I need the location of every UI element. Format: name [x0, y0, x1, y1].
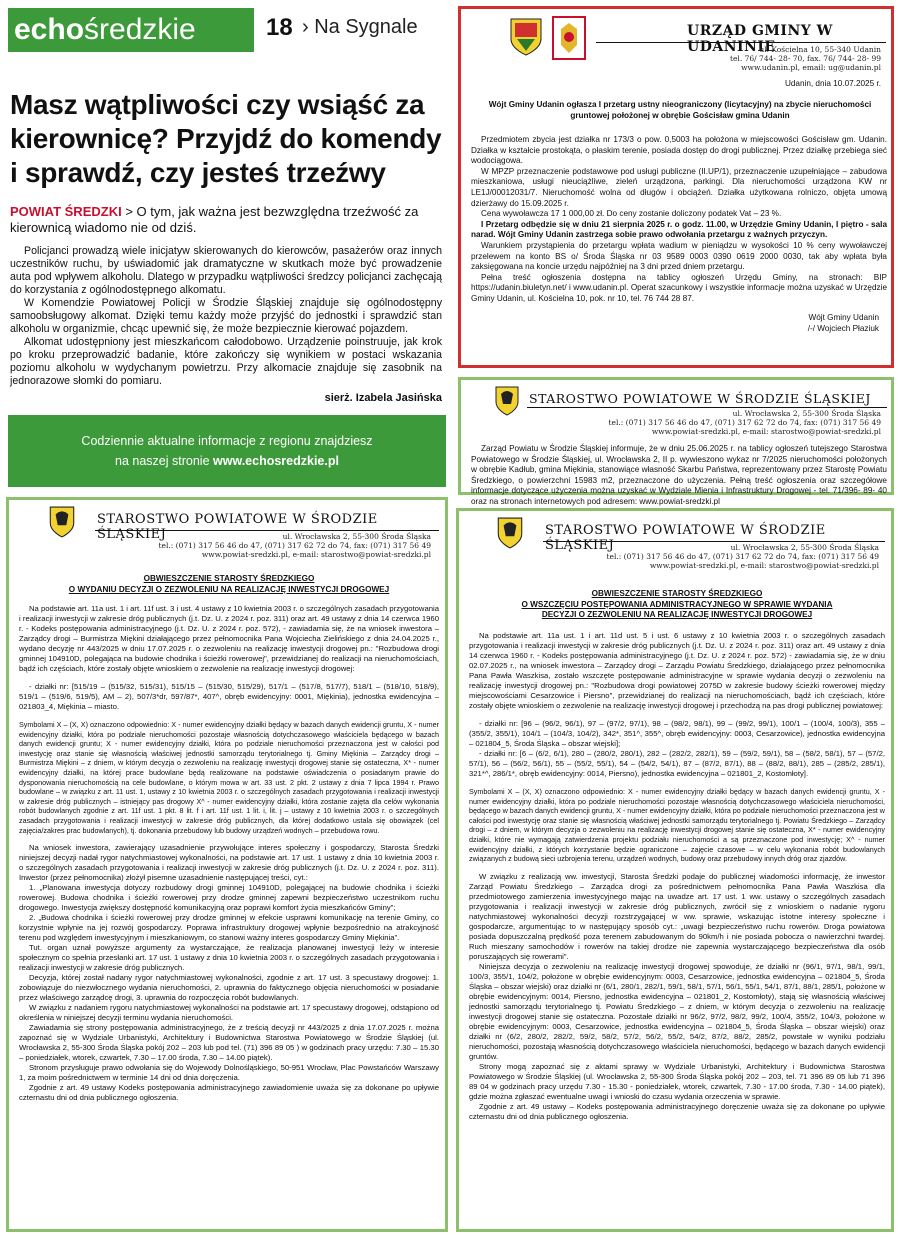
starostwo-address [549, 543, 879, 570]
udanin-crest-icon [509, 17, 543, 57]
address-line: tel.: (071) 317 56 46 do 47, (071) 317 62 72 do 74, fax: (071) 317 56 49 [608, 418, 881, 427]
starostwo-office-name: STAROSTWO POWIATOWE W ŚRODZIE ŚLĄSKIEJ [545, 523, 826, 553]
lead-text: > O tym, jak ważna jest bezwzględna trzeźwość za kierownicą wiadomo nie od dziś. [10, 204, 419, 235]
article-headline: Masz wątpliwości czy wsiąść za kierownicę? Przyjdź do komendy i sprawdź, czy jesteś trzeźwy [10, 89, 442, 188]
section-name: › Na Sygnale [302, 16, 418, 38]
udanin-title: Wójt Gminy Udanin ogłasza I przetarg ustny nieograniczony (licytacyjny) na zbycie nieruchomości gruntowej położonej w obrębie Gościsław gmina Udanin [488, 100, 872, 120]
address-line: ul. Wrocławska 2, 55-300 Środa Śląska [730, 543, 879, 552]
udanin-notice [458, 6, 894, 368]
udanin-emblem-icon [551, 15, 587, 61]
notice-paragraph: I Przetarg odbędzie się w dniu 21 sierpnia 2025 r. o godz. 11.00, w Urzędzie Gminy Udanin, I piętro - sala narad. Wójt Gminy Udanin zastrzega sobie prawo odwołania przetargu z ważnych przyczyn. [471, 219, 887, 240]
powiat-emblem-icon [49, 506, 75, 538]
article-author: sierż. Izabela Jasińska [324, 392, 442, 404]
notice-paragraph: Na podstawie art. 11a ust. 1 i art. 11f ust. 3 i ust. 4 ustawy z 10 kwietnia 2003 r. o szczególnych zasadach przygotowania i realizacji inwestycji w zakresie dróg publicznych (j.t. Dz. U. z 2024 r. poz. 311) oraz art. 49 ustawy z dnia 14 czerwca 1960 r. - Kodeks postępowania administracyjnego (j.t. Dz. U. z 2024 r. poz. 572), - zawiadamia się, że na wniosek inwestora – Zarządcy drogi – Burmistrza Miękini działającego przez pełnomocnika Pana Wojciecha Zielińskiego z dnia 24.04.2025 r., wydano decyzję nr 443/2025 w dniu 17.07.2025 r. o zezwoleniu na realizację inwestycji drogowej pn.: "Rozbudowa drogi gminnej 104910D, polegająca na budowie chodnika i ścieżki rowerowej", przewidzianej do realizacji na nieruchomościach, bądź ich częściach, które zostały objęte wnioskiem o zezwolenie na realizację inwestycji drogowej: [19, 604, 439, 673]
obwieszczenie-initiation [456, 508, 894, 1232]
notice-paragraph: - działki nr: [6 – (6/2, 6/1), 280 – (280/2, 280/1), 282 – (282/2, 282/1), 59 – (59/2, 59/1), 58 – (58/2, 58/1), 57 – (57/2, 57/1), 56 – (56/2, 56/1), 55 – (55/2, 55/1), 54 – (54/2, 54/1), 87 – (87/2, 87/1), 88 – (88/2, 88/1), 285 – (285/2, 285/1), 321*^, 286/1*, obręb ewidencyjny: 0014, Piersno), jednostka ewidencyjna – 021801_2, Kostomłoty]. [469, 749, 885, 778]
decision-title [19, 574, 439, 595]
initiation-title [469, 589, 885, 621]
office-underline [596, 42, 886, 43]
notice-paragraph: W związku z nadaniem rygoru natychmiastowej wykonalności na podstawie art. 17 specustawy drogowej, odstąpiono od określenia w niniejszej decyzji terminu wydania nieruchomości. [19, 1003, 439, 1023]
notice-paragraph: Warunkiem przystąpienia do przetargu wpłata wadium w pieniądzu w wysokości 10 % ceny wywoławczej przelewem na konto BS o/ Środa Śląska nr 03 9589 0003 0390 0619 2000 0030, tak aby wpłata była zaksięgowana na koncie urzędu najpóźniej na 3 dni przed dniem przetargu. [471, 240, 887, 272]
notice-paragraph: Zgodnie z art. 49 ustawy Kodeks postępowania administracyjnego zawiadomienie uważa się za dokonane po upływie czternastu dni od dnia publicznego ogłoszenia. [19, 1083, 439, 1103]
lead-tag: POWIAT ŚREDZKI [10, 204, 122, 219]
starostwo-notice-small [458, 377, 894, 506]
notice-paragraph: Strony mogą zapoznać się z aktami sprawy w Wydziale Urbanistyki, Architektury i Budownictwa Starostwa Powiatowego w Środzie Śląskiej (ul. Wrocławska 2, 55-300 Środa Śląska pokój 202 – 203, tel. 71 396 89 05 lub 71 396 89 04 w godzinach pracy urzędu 7.30 - 15.30 - poniedziałek, wtorek, czwartek, 7.30 - 17.00 środa, 7.30 - 14.00 piątek), gdzie można zgłaszać ewentualne uwagi i wnioski do czasu wydania orzeczenia w sprawie. [469, 1061, 885, 1101]
notice-paragraph: Cena wywoławcza 17 1 000,00 zł. Do ceny zostanie doliczony podatek Vat – 23 %. [481, 209, 782, 219]
article-paragraph: Policjanci prowadzą wiele inicjatyw skierowanych do kierowców, pasażerów oraz innych uczestników ruchu, by uświadomić jak dramatyczne w skutkach może być prowadzenie auta pod wpływem alkoholu. Dlatego w przypadku wątpliwości średzcy policjanci zachęcają do korzystania z ogólnodostępnego alkomatu. [10, 245, 442, 296]
title-line: OBWIESZCZENIE STAROSTY ŚREDZKIEGO [143, 574, 315, 583]
signature-line: Wójt Gminy Udanin [808, 313, 879, 322]
promo-line2 [8, 451, 446, 471]
notice-paragraph: Stronom przysługuje prawo odwołania się do Wojewody Dolnośląskiego, 50-951 Wrocław, Plac Powstańców Warszawy 1, za moim pośrednictwem w terminie 14 dni od dnia doręczenia. [19, 1063, 439, 1083]
address-line: www.powiat-sredzki.pl, e-mail: starostwo@powiat-sredzki.pl [201, 550, 431, 559]
masthead-logo [8, 8, 254, 52]
address-line: www.udanin.pl, email: ug@udanin.pl [741, 63, 881, 72]
address-line: tel. 76/ 744- 28- 70, fax. 76/ 744- 28- 99 [729, 54, 881, 63]
signature-line: /-/ Wojciech Płaziuk [807, 323, 879, 333]
notice-paragraph: Zawiadamia się strony postępowania administracyjnego, że z treścią decyzji nr 443/2025 z dnia 17.07.2025 r. można zapoznać się w Wydziale Urbanistyki, Architektury i Budownictwa Starostwa Powiatowego w Środzie Śląskiej (ul. Wrocławska 2, 55-300 Środa Śląska pokój 202 – 203 lub pod tel. (71) 396 89 05 ) w godzinach pracy urzędu: 7.30 – 15.30 – poniedziałek, wtorek, czwartek, 7.30 – 17.00 środa, 7.30 – 14.00 piątek). [19, 1023, 439, 1063]
notice-paragraph: 1. „Planowana inwestycja dotyczy rozbudowy drogi gminnej 104910D, polegającej na budowie chodnika i ścieżki rowerowej. Budowa chodnika i ścieżki rowerowej przy drodze gminnej zapewni bezpieczeństwo uczestnikom ruchu drogowego. Inwestycja zwiększy dostępność komunikacyjną oraz poprawi komfort życia mieszkańców Gminy”; [19, 883, 439, 913]
address-line: www.powiat-sredzki.pl, e-mail: starostwo@powiat-sredzki.pl [649, 561, 879, 570]
starostwo-address [551, 409, 881, 436]
notice-paragraph: Na podstawie art. 11a ust. 1 i art. 11d ust. 5 i ust. 6 ustawy z 10 kwietnia 2003 r. o szczególnych zasadach przygotowania i realizacji inwestycji w zakresie dróg publicznych (j.t. Dz. U. z 2024 r. poz. 311) oraz art. 49 ustawy z dnia 14 czerwca 1960 r. - Kodeks postępowania administracyjnego (j.t. Dz. U. z 2024 r. poz. 572) - zawiadamia się, że w dniu 02.07.2025 r., na wniosek inwestora – Zarządcy drogi – Zarządu Powiatu Średzkiego, działającego przez pełnomocnika Pana Pawła Waszkisa, zostało wszczęte postępowanie administracyjne w sprawie wydania decyzji o zezwoleniu na realizację inwestycji drogowej pn.: "Rozbudowa drogi powiatowej 2075D w zakresie budowy ścieżki rowerowej między miejscowościami Cesarzowice i Piersno", przewidzianej do realizacji na nieruchomościach, bądź ich częściach, które zostały objęte wnioskiem o zezwolenie na realizację inwestycji drogowej i przechodzą na pas drogi publicznej powiatowej: [469, 631, 885, 710]
starostwo-address [101, 532, 431, 559]
notice-paragraph: Na wniosek inwestora, zawierający uzasadnienie przywołujące interes społeczny i gospodarczy, Starosta Średzki niniejszej decyzji nadał rygor natychmiastowej wykonalności, na podstawie art. 17 ust. 1 ustawy z dnia 10 kwietnia 2003 r. o szczególnych zasadach przygotowania i realizacji inwestycji w zakresie dróg publicznych (j.t. Dz. U. z 2024 r. poz. 311). Inwestor (przez pełnomocnika) złożył pisemne uzasadnienie następującej treści, cyt.: [19, 843, 439, 883]
notice-paragraph: Zgodnie z art. 49 ustawy – Kodeks postępowania administracyjnego doręczenie uważa się za dokonane po upływie czternastu dni od dnia publicznego ogłoszenia. [469, 1101, 885, 1121]
notice-paragraph: Decyzja, której został nadany rygor natychmiastowej wykonalności, zgodnie z art. 17 ust. 3 specustawy drogowej: 1. zobowiązuje do niezwłocznego wydania nieruchomości, 2. uprawnia do faktycznego objęcia nieruchomości w posiadanie przez właściwego zarządcę drogi, 3. uprawnia do rozpoczęcia robót budowlanych. [19, 973, 439, 1003]
starostwo-office-name: STAROSTWO POWIATOWE W ŚRODZIE ŚLĄSKIEJ [97, 512, 378, 542]
obwieszczenie-decision [6, 497, 448, 1232]
address-line: www.powiat-sredzki.pl, e-mail: starostwo@powiat-sredzki.pl [651, 427, 881, 436]
notice-paragraph: Tut. organ uznał powyższe argumenty za wystarczające, że realizacja planowanej inwestycji leży w interesie społecznym co spełnia przesłanki art. 17 ust. 1 ustawy z dnia 10 kwietnia 2003 r. o szczególnych zasadach przygotowania i realizacji inwestycji w zakresie dróg publicznych. [19, 943, 439, 973]
title-line: O WSZCZĘCIU POSTĘPOWANIA ADMINISTRACYJNEGO W SPRAWIE WYDANIA [521, 599, 833, 609]
udanin-text [471, 135, 887, 305]
powiat-emblem-icon [497, 517, 523, 549]
address-line: ul. Wrocławska 2, 55-300 Środa Śląska [732, 409, 881, 418]
udanin-office-name: URZĄD GMINY W UDANINIE [687, 23, 833, 55]
article-body [10, 245, 442, 388]
notice-paragraph: Symbolami X – (X, X) oznaczono odpowiednio: X - numer ewidencyjny działki będący w bazach danych ewidencji gruntu, X - numer ewidencyjny działki, która po podziale nieruchomości pozostaje własnością dotychczasowego właściciela będącego w bazach danych ewidencji gruntu; X - numer ewidencyjny działki, która po podziale nieruchomości przeznaczona jest w całości pod inwestycję oraz stanie się własnością właściwej jednostki samorządu terytorialnego tj. Gminy Miękinia – Zarządcy drogi – Burmistrza Miękini – z dniem, w którym decyzja o zezwoleniu na realizację inwestycji drogowej stanie się ostateczna, X* - numer ewidencyjny działki, na której prace budowlane będą realizowane na podstawie oświadczenia o posiadanym prawie do dysponowania nieruchomością na cele budowlane, o którym mowa w art. 33 ust. 2 pkt. 2 ustawy z dnia 7 lipca 1994 r. Prawo budowlane – w związku z art. 11 ust. 1, ustawy z 10 kwietnia 2003 r. o szczególnych zasadach przygotowania i realizacji inwestycji w zakresie dróg publicznych – istniejący pas drogowy X^ - numer ewidencyjny działki, która zostanie zajęta dla celów wykonania robót budowlanych zgodnie z art. 11f ust. 1 pkt. 8 lit. f i art. 11f ust. 1 lit. i, lit. j – ustawy z 10 kwietnia 2003 r. o szczególnych zasadach przygotowania i realizacji inwestycji w zakresie dróg publicznych, dla której dodatkowo ustala się obowiązek (cel zajęcia/zakres prac budowlanych), tj. dokonania przebudowy lub budowy urządzeń wodnych – przebudowa rowu. [19, 720, 439, 835]
notice-paragraph: Przedmiotem zbycia jest działka nr 173/3 o pow. 0,5003 ha położona w miejscowości Gościsław gm. Udanin. Działka w kształcie prostokąta, o płaskim terenie, posiada dostęp do drogi publicznej. Przez działkę przebiega sieć wodociągowa. [471, 135, 887, 166]
address-line: tel.: (071) 317 56 46 do 47, (071) 317 62 72 do 74, fax: (071) 317 56 49 [158, 541, 431, 550]
address-line: ul. Kościelna 10, 55-340 Udanin [759, 45, 881, 54]
promo-line1: Codziennie aktualne informacje z regionu znajdziesz [81, 434, 373, 448]
article-paragraph: W Komendzie Powiatowej Policji w Środzie Śląskiej znajduje się ogólnodostępny samoobsługowy alkomat. Dzięki temu każdy może przyjść do jednostki i sprawdzić stan alkoholu w organizmie, chcąc upewnić się, że może bezpiecznie kierować pojazdem. [10, 297, 442, 335]
decision-text [19, 604, 439, 1103]
title-line: OBWIESZCZENIE STAROSTY ŚREDZKIEGO [591, 589, 763, 598]
office-underline [95, 530, 439, 531]
notice-paragraph: W związku z realizacją ww. inwestycji, Starosta Średzki podaje do publicznej wiadomości informację, że inwestor Zarząd Powiatu Średzkiego – Zarządca drogi za pośrednictwem pełnomocnika Pana Pawła Waszkisa dla przedmiotowego zamierzenia inwestycyjnego mając na uwadze art. 17 ust. 1 ww. ustawy o szczególnych zasadach przygotowania i realizacji inwestycji w zakresie dróg publicznych, zwrócił się z wnioskiem o nadanie rygoru natychmiastowej wykonalności decyzji rozstrzygającej w ww. sprawie, wskazując istotne interesy społeczne i gospodarcze, argumentując to w następujący sposób cyt.: „uwagi bezpieczeństwo ruchu rowerów. Droga powiatowa posiada dopuszczalną prędkość poza terenem zabudowanym do 90km/h i nie posiada pobocza o nawierzchni twardej. Ruch mieszany samochodów i rowerów na takiej drodze nie zapewnia wystarczającego bezpieczeństwa dla osób poruszających się rowerami”. [469, 871, 885, 961]
notice-paragraph: Symbolami X – (X, X) oznaczono odpowiednio: X - numer ewidencyjny działki będący w bazach danych ewidencji gruntu, X - numer ewidencyjny działki, która po podziale nieruchomości pozostaje własnością dotychczasowego właściciela nieruchomości, będącego w bazach danych ewidencji gruntu, X - numer ewidencyjny działki, która po podziale nieruchomości przeznaczona jest w całości pod inwestycję oraz stanie się własnością właściwej jednostki samorządu terytorialnego tj. Powiatu Średzkiego – Zarządcy drogi – z dniem, w którym decyzja o zezwoleniu na realizację inwestycji drogowej stanie się ostateczna, X* - numer ewidencyjny działki, które nie wymagają zatwierdzenia projektu podziału nieruchomości a są przeznaczone pod inwestycję; X^ - numer ewidencyjny działki, z których korzystanie będzie ograniczone – zajęcie czasowe – w celu wykonania robót budowlanych związanych z budową sieci uzbrojenia terenu, urządzeń wodnych, budowy oraz przebudowy innych dróg oraz zjazdów. [469, 787, 885, 864]
promo-url[interactable]: www.echosredzkie.pl [213, 454, 339, 468]
logo-bold: echo [14, 13, 85, 46]
logo-rest: średzkie [84, 13, 196, 46]
website-promo [8, 415, 446, 487]
notice-paragraph: - działki nr: [515/19 – (515/32, 515/31), 515/15 – (515/30, 515/29), 517/1 – (517/8, 517/7), 518/1 – (518/10, 518/9), 519/1 – (519/6, 519/5), AM – 2), 507/3*dr, 597/87*, 407^, obręb ewidencyjny: 0001, Miękinia), jednostka ewidencyjna – 021803_4, Miękinia – miasto. [19, 682, 439, 711]
article-paragraph: Alkomat udostępniony jest mieszkańcom całodobowo. Urządzenie poinstruuje, jak krok po kroku przeprowadzić badanie, które zakończy się wynikiem w postaci wskazania poziomu alkoholu w wydychanym powietrzu. Przy alkomacie znajduje się zasobnik na jednorazowe słomki do pomiaru. [10, 336, 442, 387]
notice-paragraph: Niniejsza decyzja o zezwoleniu na realizację inwestycji drogowej spowoduje, że działki nr (96/1, 97/1, 98/1, 99/1, 100/3, 355/1, 104/2, położone w obrębie ewidencyjnym: 0003, Cesarzowice, jednostka ewidencyjna – 021804_5, Środa Śląska – obszar wiejski) oraz działki nr (6/1, 280/1, 282/1, 59/1, 58/1, 57/1, 56/1, 55/1, 54/1, 87/1, 88/1, 285/1, położone w obrębie ewidencyjnym: 0014, Piersno, jednostka ewidencyjna – 021801_2, Kostomłoty), stają się własnością właściwej jednostki samorządu terytorialnego tj. Powiatu Średzkiego – z dniem, w którym decyzja o zezwoleniu na realizację inwestycji drogowej stanie się ostateczna. Pozostałe działki nr 96/2, 97/2, 98/2, 99/2, 100/4, 355/2, 104/3, położone w obrębie ewidencyjnym: 0003, Cesarzowice, jednostka ewidencyjna – 021804_5, Środa Śląska – obszar wiejski) oraz działki nr (6/2, 280/2, 282/2, 59/2, 58/2, 57/2, 56/2, 55/2, 54/2, 87/2, 88/2, 285/2, powstałe w wyniku podziału nieruchomości, pozostają własnością dotychczasowego właściciela nieruchomości, będącego w bazach danych ewidencji gruntów. [469, 961, 885, 1061]
notice-paragraph: 2. „Budowa chodnika i ścieżki rowerowej przy drodze gminnej w efekcie usprawni komunikację na terenie Gminy, co korzystnie wpłynie na jej rozwój gospodarczy. Poprawa infrastruktury drogowej wpłynie bezpośrednio na atrakcyjność terenu pod względem inwestycyjnym i mieszkaniowym, co stanowi ważny interes gospodarczy Gminy Miękinia”. [19, 913, 439, 943]
initiation-text [469, 631, 885, 1122]
notice-paragraph: W MPZP przeznaczenie podstawowe pod usługi publiczne (II.UP/1), przeznaczenie uzupełniające – zabudowa mieszkaniowa, usługi nieuciążliwe, zieleń urządzona, parkingi. Dla nieruchomości urządzona KW nr LE1J/00012031/7. Nieruchomość wolna od długów i obciążeń. Działka użytkowana rolniczo, objęta umową dzierżawy do 15.09.2025 r. [471, 166, 887, 208]
small-notice-text: Zarząd Powiatu w Środzie Śląskiej informuje, że w dniu 25.06.2025 r. na tablicy ogłoszeń tutejszego Starostwa Powiatowego w Środzie Śląskiej, ul. Wrocławska 2, II p. wywieszono wykaz nr 7/2025 nieruchomości położonych w obrębie Kadłub, gmina Miękinia, stanowiące własność Skarbu Państwa, reprezentowany przez Starostę Powiatu Średzkiego, o powierzchni 15983 m2, przeznaczone do użyczenia. Pełną treść ogłoszenia oraz szczegółowe informacje dotyczące użyczenia można uzyskać w Wydziale Mienia i Infrastruktury Drogowej - tel. 71/396- 89- 40 oraz na stronach internetowych pod adresem: www.powiat-sredzki.pl [471, 444, 887, 506]
office-underline [543, 541, 885, 542]
udanin-address [621, 45, 881, 72]
page-number: 18 [266, 14, 293, 41]
title-line: DECYZJI O ZEZWOLENIU NA REALIZACJĘ INWESTYCJI DROGOWEJ [541, 610, 813, 620]
udanin-signature [808, 313, 879, 334]
udanin-date: Udanin, dnia 10.07.2025 r. [784, 79, 881, 88]
title-line: O WYDANIU DECYZJI O ZEZWOLENIU NA REALIZACJĘ INWESTYCJI DROGOWEJ [68, 584, 390, 594]
promo-prefix: na naszej stronie [115, 454, 213, 468]
office-underline [527, 407, 887, 408]
powiat-emblem-icon [495, 386, 519, 416]
notice-paragraph: - działki nr: [96 – (96/2, 96/1), 97 – (97/2, 97/1), 98 – (98/2, 98/1), 99 – (99/2, 99/1), 100/1 – (100/4, 100/3), 355 – (355/2, 355/1), 104/1 – (104/3, 104/2), 342*, 351^, 355^, obręb ewidencyjny: 0003, Cesarzowice), jednostka ewidencyjna – 021804_5, Środa Śląska – obszar wiejski]; [469, 719, 885, 748]
address-line: ul. Wrocławska 2, 55-300 Środa Śląska [282, 532, 431, 541]
address-line: tel.: (071) 317 56 46 do 47, (071) 317 62 72 do 74, fax: (071) 317 56 49 [606, 552, 879, 561]
starostwo-office-name: STAROSTWO POWIATOWE W ŚRODZIE ŚLĄSKIEJ [529, 391, 871, 406]
article-lead [10, 204, 440, 236]
notice-paragraph: Pełna treść ogłoszenia dostępna na tablicy ogłoszeń Urzędu Gminy, na stronach: BIP https://udanin.biuletyn.net/ i www.udanin.pl. Operat szacunkowy i wszystkie informacje można uzyskać w Urzędzie Gminy Udanin, ul. Kościelna 10, pok. nr 10, tel. 76 744 28 87. [471, 272, 887, 303]
